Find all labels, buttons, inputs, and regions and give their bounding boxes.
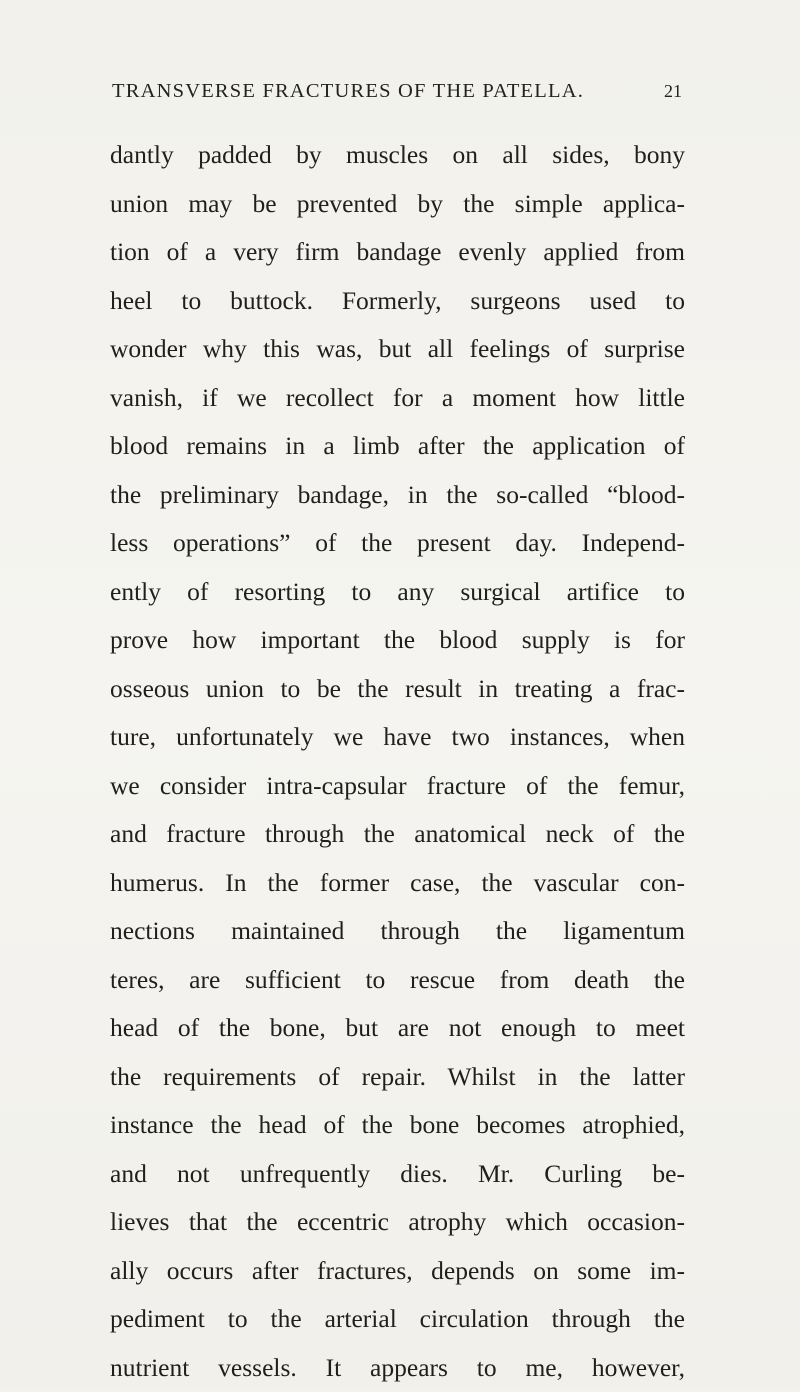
text-line: instance the head of the bone becomes atrophied, xyxy=(110,1101,685,1150)
text-line: pediment to the arterial circulation through the xyxy=(110,1295,685,1344)
text-line: osseous union to be the result in treating a frac- xyxy=(110,665,685,714)
page-header xyxy=(112,80,672,110)
text-line: the preliminary bandage, in the so-called “blood- xyxy=(110,471,685,520)
text-line: prove how important the blood supply is for xyxy=(110,616,685,665)
text-line: ently of resorting to any surgical artifice to xyxy=(110,568,685,617)
text-line: teres, are sufficient to rescue from death the xyxy=(110,956,685,1005)
text-line: wonder why this was, but all feelings of surprise xyxy=(110,325,685,374)
text-line: ture, unfortunately we have two instances, when xyxy=(110,713,685,762)
text-line: nutrient vessels. It appears to me, however, xyxy=(110,1344,685,1392)
text-line: and not unfrequently dies. Mr. Curling be- xyxy=(110,1150,685,1199)
text-line: humerus. In the former case, the vascular con- xyxy=(110,859,685,908)
text-line: ally occurs after fractures, depends on some im- xyxy=(110,1247,685,1296)
text-line: blood remains in a limb after the application of xyxy=(110,422,685,471)
running-title: TRANSVERSE FRACTURES OF THE PATELLA. xyxy=(112,80,584,103)
text-line: vanish, if we recollect for a moment how little xyxy=(110,374,685,423)
text-line: head of the bone, but are not enough to meet xyxy=(110,1004,685,1053)
text-line: nections maintained through the ligamentum xyxy=(110,907,685,956)
text-line: union may be prevented by the simple applica- xyxy=(110,180,685,229)
text-line: less operations” of the present day. Independ- xyxy=(110,519,685,568)
text-line: lieves that the eccentric atrophy which occasion- xyxy=(110,1198,685,1247)
text-line: dantly padded by muscles on all sides, bony xyxy=(110,131,685,180)
text-line: we consider intra-capsular fracture of the femur, xyxy=(110,762,685,811)
text-line: the requirements of repair. Whilst in the latter xyxy=(110,1053,685,1102)
body-text xyxy=(110,131,685,1392)
page-number: 21 xyxy=(664,81,682,102)
text-line: heel to buttock. Formerly, surgeons used to xyxy=(110,277,685,326)
text-line: tion of a very firm bandage evenly applied from xyxy=(110,228,685,277)
text-line: and fracture through the anatomical neck of the xyxy=(110,810,685,859)
